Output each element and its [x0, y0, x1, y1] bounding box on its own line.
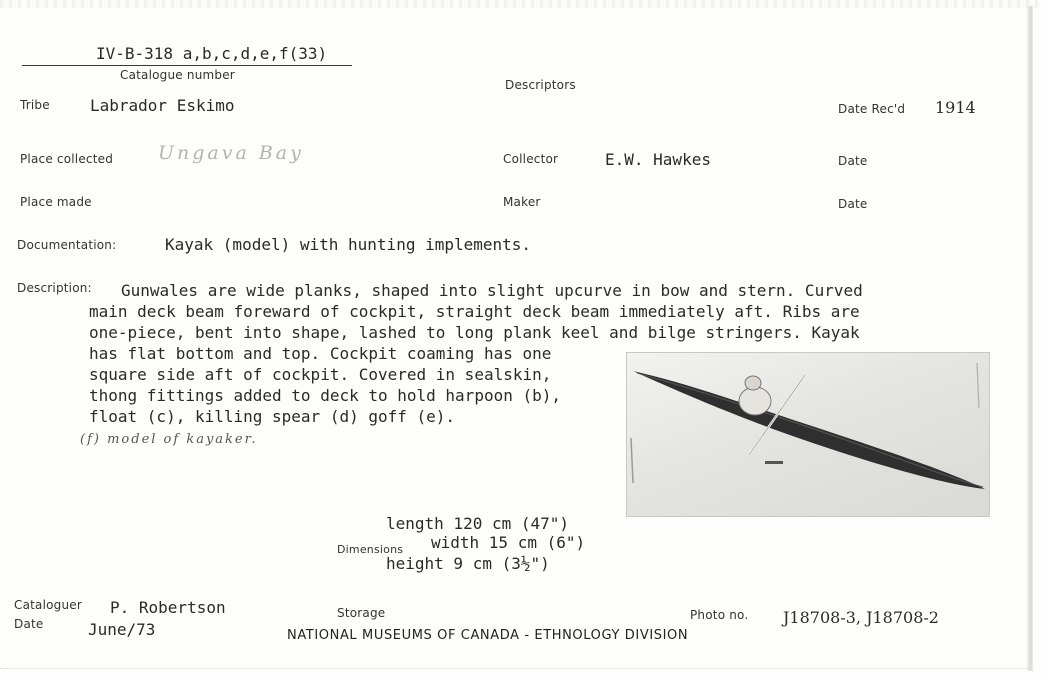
maker-label: Maker — [503, 195, 541, 209]
cataloguer-label: Cataloguer — [14, 598, 83, 612]
date-received-label: Date Rec'd — [838, 102, 906, 116]
documentation-label: Documentation: — [17, 238, 117, 252]
dimension-height: height 9 cm (3½") — [386, 554, 550, 573]
description-line-3: one-piece, bent into shape, lashed to long plank keel and bilge stringers. Kayak — [89, 323, 860, 342]
catalogue-number: IV-B-318 a,b,c,d,e,f(33) — [96, 44, 328, 63]
kayak-photo — [626, 352, 990, 517]
handwritten-note: (f) model of kayaker. — [80, 432, 258, 447]
description-line-4: has flat bottom and top. Cockpit coaming has one — [89, 344, 552, 363]
description-line-7: float (c), killing spear (d) goff (e). — [89, 407, 456, 426]
card-right-edge — [1027, 6, 1033, 671]
tribe-label: Tribe — [20, 98, 50, 112]
date-collected-label: Date — [838, 154, 868, 168]
dimension-length: length 120 cm (47") — [386, 514, 570, 533]
description-line-2: main deck beam foreward of cockpit, straight deck beam immediately aft. Ribs are — [89, 302, 860, 321]
descriptors-label: Descriptors — [505, 78, 576, 92]
date-received-value: 1914 — [935, 98, 976, 117]
card-bottom-edge — [0, 668, 1030, 673]
photo-number-value: J18708-3, J18708-2 — [783, 608, 939, 627]
dimension-width: width 15 cm (6") — [431, 533, 586, 552]
card-top-edge — [0, 0, 1040, 8]
description-line-6: thong fittings added to deck to hold harpoon (b), — [89, 386, 562, 405]
catalogue-date-label: Date — [14, 617, 44, 631]
dimensions-label: Dimensions — [337, 543, 404, 556]
collector-label: Collector — [503, 152, 559, 166]
cataloguer-value: P. Robertson — [110, 598, 226, 617]
description-line-5: square side aft of cockpit. Covered in sealskin, — [89, 365, 552, 384]
documentation-value: Kayak (model) with hunting implements. — [165, 235, 532, 254]
date-made-label: Date — [838, 197, 868, 211]
place-collected-value: Ungava Bay — [158, 142, 304, 164]
catalogue-number-underline — [22, 65, 352, 66]
catalogue-date-value: June/73 — [88, 620, 156, 639]
catalogue-number-label: Catalogue number — [120, 68, 235, 82]
description-line-1: Gunwales are wide planks, shaped into slight upcurve in bow and stern. Curved — [121, 281, 863, 300]
institution-name: NATIONAL MUSEUMS OF CANADA - ETHNOLOGY DIVISION — [287, 628, 689, 643]
place-collected-label: Place collected — [20, 152, 114, 166]
collector-value: E.W. Hawkes — [605, 150, 711, 169]
kayak-illustration — [627, 353, 989, 516]
place-made-label: Place made — [20, 195, 92, 209]
description-label: Description: — [17, 281, 92, 295]
storage-label: Storage — [337, 606, 386, 620]
tribe-value: Labrador Eskimo — [90, 96, 235, 115]
photo-number-label: Photo no. — [690, 608, 749, 622]
